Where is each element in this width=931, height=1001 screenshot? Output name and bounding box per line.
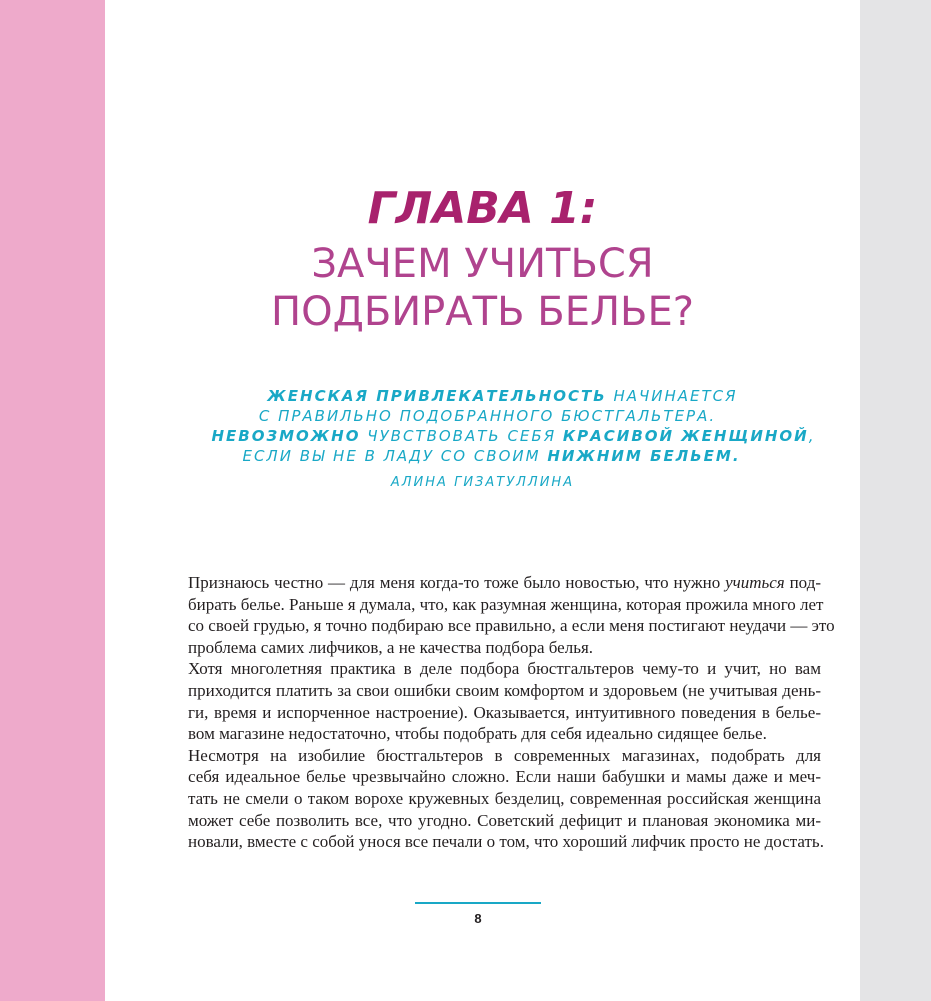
epigraph-text: НАЧИНАЕТСЯ bbox=[606, 387, 738, 405]
epigraph-line-4 bbox=[105, 446, 860, 466]
epigraph-text: , bbox=[808, 427, 816, 445]
chapter-title bbox=[105, 240, 860, 336]
epigraph-emphasis: ЖЕНСКАЯ ПРИВЛЕКАТЕЛЬНОСТЬ bbox=[267, 387, 607, 405]
epigraph-author: АЛИНА ГИЗАТУЛЛИНА bbox=[390, 475, 575, 490]
text-line: может себе позволить все, что угодно. Советский дефицит и плановая экономика ми- bbox=[188, 810, 821, 830]
text-line: ги, время и испорченное настроение). Оказывается, интуитивного поведения в бельe- bbox=[188, 702, 821, 722]
text-line: Хотя многолетняя практика в деле подбора бюстгальтеров чему-то и учит, но вам bbox=[188, 659, 821, 679]
epigraph-emphasis: НЕВОЗМОЖНО bbox=[211, 427, 361, 445]
epigraph-line-2: С ПРАВИЛЬНО ПОДОБРАННОГО БЮСТГАЛЬТЕРА. bbox=[258, 407, 717, 425]
epigraph-line-3 bbox=[105, 426, 860, 446]
text-line: себя идеальное белье чрезвычайно сложно. Если наши бабушки и мамы даже и меч- bbox=[188, 767, 821, 787]
text-line: тать не смели о таком ворохе кружевных безделиц, современная российская женщина bbox=[188, 788, 821, 808]
text-line: новали, вместе с собой унося все печали о том, что хороший лифчик просто не достать. bbox=[188, 832, 824, 852]
chapter-title-line-1: ЗАЧЕМ УЧИТЬСЯ bbox=[311, 241, 654, 287]
footer-divider bbox=[415, 902, 541, 904]
chapter-number: ГЛАВА 1: bbox=[367, 183, 598, 234]
text-line: вом магазине недостаточно, чтобы подобрать для себя идеально сидящее белье. bbox=[188, 724, 767, 744]
chapter-title-line-2: ПОДБИРАТЬ БЕЛЬЕ? bbox=[271, 289, 694, 335]
text-line: бирать белье. Раньше я думала, что, как разумная женщина, которая прожила много лет bbox=[188, 594, 824, 614]
text-line: со своей грудью, я точно подбираю все правильно, а если меня постигают неудачи — это bbox=[188, 616, 835, 636]
text-line: приходится платить за свои ошибки своим комфортом и здоровьем (не учитывая день- bbox=[188, 680, 821, 700]
paragraph-2 bbox=[158, 658, 821, 744]
epigraph-text: ЧУВСТВОВАТЬ СЕБЯ bbox=[360, 427, 563, 445]
text-line: Несмотря на изобилие бюстгальтеров в современных магазинах, подобрать для bbox=[188, 745, 821, 765]
epigraph-emphasis: НИЖНИМ БЕЛЬЕМ. bbox=[547, 447, 741, 465]
text-line: Признаюсь честно — для меня когда-то тоже было новостью, что нужно учиться под- bbox=[188, 573, 822, 592]
epigraph-text: ЕСЛИ ВЫ НЕ В ЛАДУ СО СВОИМ bbox=[242, 447, 548, 465]
left-decorative-bar bbox=[0, 0, 105, 1001]
paragraph-3 bbox=[158, 745, 824, 853]
epigraph-line-1 bbox=[105, 386, 860, 406]
right-page-edge bbox=[860, 0, 931, 1001]
text-line: проблема самих лифчиков, а не качества подбора белья. bbox=[188, 637, 594, 657]
paragraph-1 bbox=[158, 572, 835, 658]
body-text bbox=[158, 572, 835, 853]
book-page bbox=[105, 0, 860, 1001]
epigraph-emphasis: КРАСИВОЙ ЖЕНЩИНОЙ bbox=[562, 427, 809, 445]
epigraph bbox=[105, 386, 860, 466]
page-number: 8 bbox=[474, 911, 482, 926]
